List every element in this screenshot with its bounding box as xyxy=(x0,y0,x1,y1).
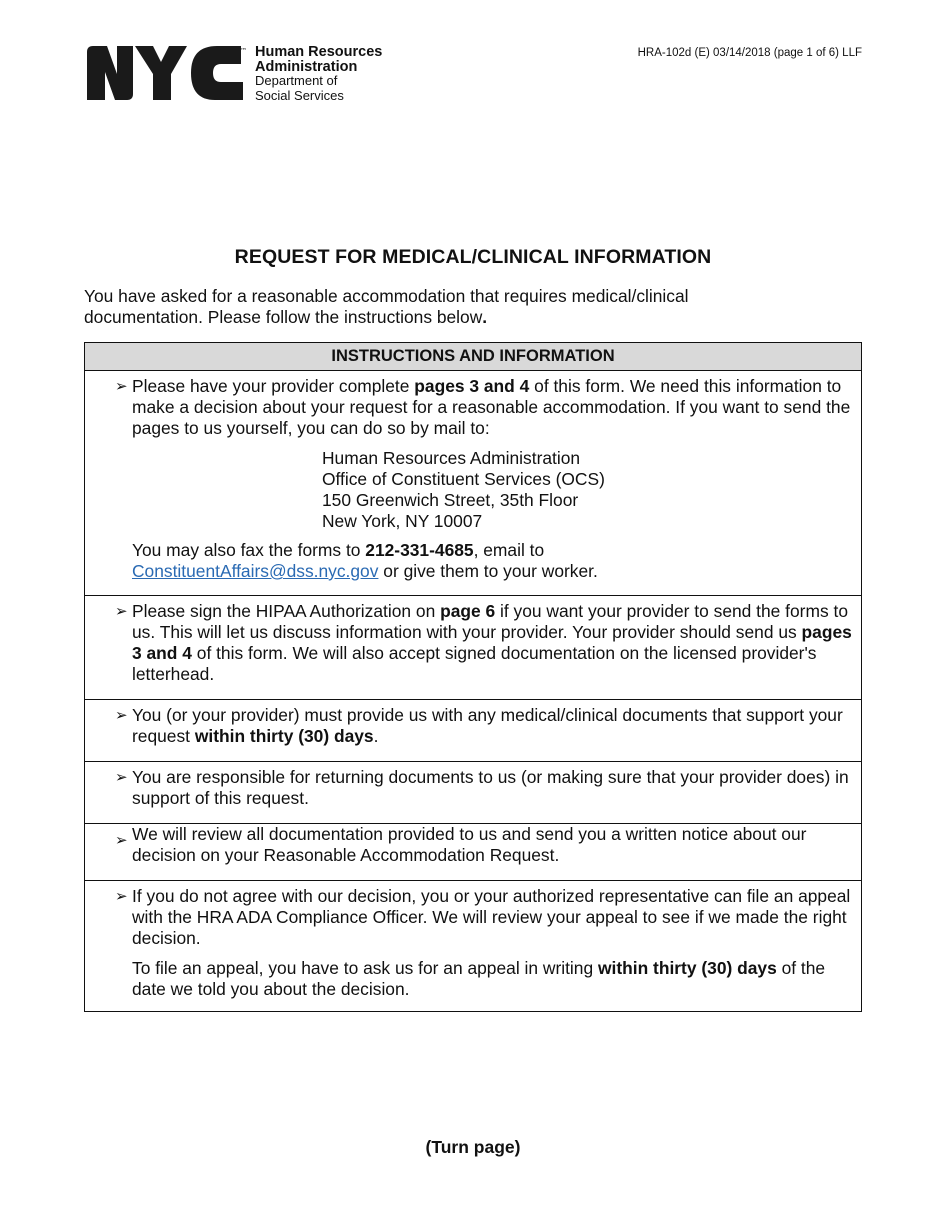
text-run: or give them to your worker. xyxy=(378,561,598,581)
email-link[interactable]: ConstituentAffairs@dss.nyc.gov xyxy=(132,561,379,581)
intro-text: You have asked for a reasonable accommodation that requires medical/clinical documentation. Please follow the instructions below xyxy=(84,286,689,327)
instruction-item-2 xyxy=(85,595,861,700)
bullet-arrow-icon: ➢ xyxy=(115,707,128,724)
address-line: Office of Constituent Services (OCS) xyxy=(322,469,605,489)
text-run: You may also fax the forms to xyxy=(132,540,366,560)
dept-name-line1: Department of xyxy=(255,73,338,88)
nyc-logo-icon xyxy=(85,44,247,102)
mailing-address xyxy=(322,448,605,532)
emphasis: pages 3 and 4 xyxy=(132,622,852,663)
text-run: Please have your provider complete xyxy=(132,376,415,396)
text-run: , email to xyxy=(473,540,545,560)
turn-page-note: (Turn page) xyxy=(425,1137,521,1157)
text-run: of the date we told you about the decision. xyxy=(132,958,826,999)
text-run: To file an appeal, you have to ask us for an appeal in writing xyxy=(132,958,598,978)
hra-logo xyxy=(85,44,382,103)
emphasis: within thirty (30) days xyxy=(597,958,777,978)
svg-text:™: ™ xyxy=(240,47,247,55)
address-line: New York, NY 10007 xyxy=(322,511,483,531)
intro-paragraph xyxy=(84,286,804,328)
instruction-text xyxy=(132,376,855,439)
instruction-text xyxy=(132,601,855,685)
emphasis: page 6 xyxy=(440,601,496,621)
bullet-arrow-icon: ➢ xyxy=(115,769,128,786)
intro-period: . xyxy=(482,307,488,327)
instruction-text: We will review all documentation provided to us and send you a written notice about our decision on your Reasonable Accommodation Request. xyxy=(132,824,807,865)
instruction-item-1 xyxy=(85,371,861,596)
address-line: Human Resources Administration xyxy=(322,448,581,468)
text-run: You (or your provider) must provide us with any medical/clinical documents that support your request xyxy=(132,705,843,746)
fax-email-note xyxy=(132,540,855,582)
instruction-text: You are responsible for returning documents to us (or making sure that your provider does) in support of this request. xyxy=(132,767,849,808)
emphasis: pages 3 and 4 xyxy=(414,376,530,396)
instructions-heading: INSTRUCTIONS AND INFORMATION xyxy=(85,343,861,371)
appeal-deadline-note xyxy=(132,958,855,1000)
instruction-text xyxy=(132,705,855,747)
page-title: REQUEST FOR MEDICAL/CLINICAL INFORMATION xyxy=(234,246,712,268)
instruction-text: If you do not agree with our decision, you or your authorized representative can file an appeal with the HRA ADA Compliance Officer. We will review your appeal to see if we made the right decision. xyxy=(132,886,851,948)
form-code: HRA-102d (E) 03/14/2018 (page 1 of 6) LLF xyxy=(637,47,862,59)
bullet-arrow-icon: ➢ xyxy=(115,832,128,849)
address-line: 150 Greenwich Street, 35th Floor xyxy=(322,490,579,510)
instructions-box xyxy=(84,342,862,1012)
bullet-arrow-icon: ➢ xyxy=(115,378,128,395)
instruction-item-5 xyxy=(85,823,861,881)
text-run: of this form. We need this information to make a decision about your request for a reasonable accommodation. If you want to send the pages to us yourself, you can do so by mail to: xyxy=(132,376,851,438)
instruction-item-3 xyxy=(85,699,861,762)
text-run: Please sign the HIPAA Authorization on xyxy=(132,601,441,621)
text-run: if you want your provider to send the forms to us. This will let us discuss information with your provider. Your provider should send us xyxy=(132,601,848,642)
instruction-item-4 xyxy=(85,761,861,824)
dept-name-line2: Social Services xyxy=(255,87,344,103)
text-run: of this form. We will also accept signed documentation on the licensed provider's letterhead. xyxy=(132,643,817,684)
fax-number: 212-331-4685 xyxy=(365,540,474,560)
agency-name-line2: Administration xyxy=(255,58,358,75)
instruction-item-6 xyxy=(85,880,861,1013)
text-run: . xyxy=(373,726,379,746)
emphasis: within thirty (30) days xyxy=(194,726,374,746)
bullet-arrow-icon: ➢ xyxy=(115,888,128,905)
bullet-arrow-icon: ➢ xyxy=(115,603,128,620)
agency-name-line1: Human Resources xyxy=(255,44,383,60)
